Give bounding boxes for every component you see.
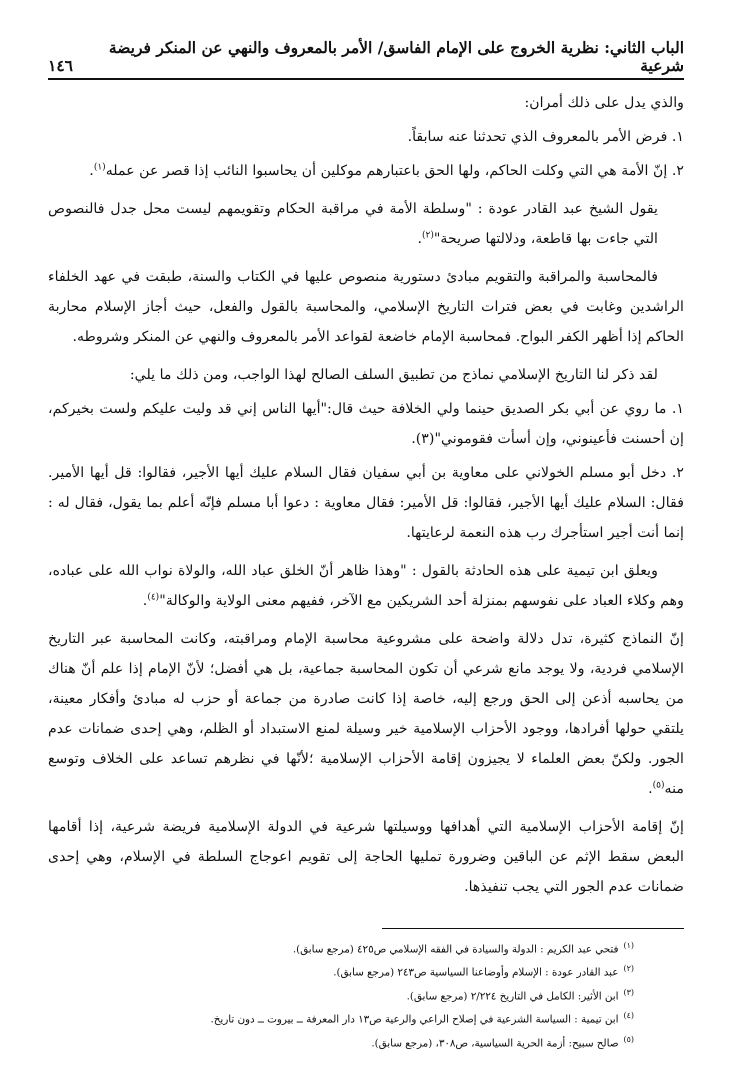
main-text (48, 88, 684, 906)
example-2: ٢. دخل أبو مسلم الخولاني على معاوية بن أبي سفيان فقال السلام عليك أيها الأجير، فقالوا: قل أيها الأمير. فقال: السلام عليك أيها الأجير، فقالوا: قل الأمير: فقال معاوية : دعوا أبا مسلم فإنّه أعلم بما يقول، فقال له : إنما أنت أجير استأجرك رب هذه النعمة لرعايتها. (48, 465, 684, 541)
footnote-text: عبد القادر عودة : الإسلام وأوضاعنا السياسية ص٢٤٣ (مرجع سابق). (333, 966, 619, 979)
footnote-text: صالح سبيح: أزمة الحرية السياسية، ص٣٠٨، (مرجع سابق). (371, 1037, 619, 1050)
footnote-number: (٣) (623, 987, 634, 997)
example-1: ١. ما روي عن أبي بكر الصديق حينما ولي الخلافة حيث قال:"أيها الناس إني قد وليت عليكم ولست بخيركم، إن أحسنت فأعينوني، وإن أسأت فقوموني"(٣). (48, 401, 684, 447)
accountability-paragraph: فالمحاسبة والمراقبة والتقويم مبادئ دستورية منصوص عليها في الكتاب والسنة، طبقت في عهد الخلفاء الراشدين وغابت في بعض فترات التاريخ الإسلامي، والمحاسبة بالقول والفعل، حيث أجاز الإسلام محاربة الحاكم إذا أظهر الكفر البواح. فمحاسبة الإمام خاضعة لقواعد الأمر بالمعروف والنهي عن المنكر وشروطه. (48, 269, 684, 345)
footnote-text: ابن تيمية : السياسة الشرعية في إصلاح الراعي والرعية ص١٣ دار المعرفة ــ بيروت ــ دون تاريخ. (210, 1013, 619, 1026)
point-2: ٢. إنّ الأمة هي التي وكلت الحاكم، ولها الحق باعتبارهم موكلين أن يحاسبوا النائب إذا قصر عن عمله$^{(١)}$. (89, 162, 684, 179)
models-paragraph: إنّ النماذج كثيرة، تدل دلالة واضحة على مشروعية محاسبة الإمام ومراقبته، وكانت المحاسبة عبر التاريخ الإسلامي فردية، ولا يوجد مانع شرعي أن تكون المحاسبة جماعية، بل هي أفضل؛ لأنّ الإمام إذا علم أنّ هناك من يحاسبه أذعن إلى الحق ورجع إليه، خاصة إذا كانت صادرة من جماعة أو حزب له مبادئ وأفكار معينة، يلتقي حولها أفرادها، ووجود الأحزاب الإسلامية خير وسيلة لمنع الاستبداد أو الظلم، وهي إحدى ضمانات عدم الجور. ولكنّ بعض العلماء لا يجيزون إقامة الأحزاب الإسلامية ؛لأنّها في نظرهم تساعد على الخلاف وتوسع منه$^{(٥)}$. (48, 631, 684, 797)
footnote-divider (382, 928, 684, 929)
footnote-text: ابن الأثير: الكامل في التاريخ ٢/٢٢٤ (مرجع سابق). (406, 990, 619, 1003)
footnote-4 (48, 1006, 684, 1029)
ibn-taymiyya-paragraph: ويعلق ابن تيمية على هذه الحادثة بالقول : "وهذا ظاهر أنّ الخلق عباد الله، والولاة نواب الله على عباده، وهم وكلاء العباد على نفوسهم بمنزلة أحد الشريكين مع الآخر، ففيهم معنى الولاية والوكالة"$^{(٤)}$. (48, 563, 684, 609)
examples-intro: لقد ذكر لنا التاريخ الإسلامي نماذج من تطبيق السلف الصالح لهذا الواجب، ومن ذلك ما يلي: (129, 367, 658, 383)
footnote-ref-5: (٥) (652, 780, 665, 791)
odeh-quote: يقول الشيخ عبد القادر عودة : "وسلطة الأمة في مراقبة الحكام وتقويمهم ليست محل جدل فالنصوص التي جاءت بها قاطعة، ودلالتها صريحة"$^{(٢)}$. (48, 201, 658, 247)
ibn-taymiyya-text: ويعلق ابن تيمية على هذه الحادثة بالقول : "وهذا ظاهر أنّ الخلق عباد الله، والولاة نواب الله على عباده، وهم وكلاء العباد على نفوسهم بمنزلة أحد الشريكين مع الآخر، ففيهم معنى الولاية والوكالة" (48, 563, 684, 609)
footnote-text: فتحي عبد الكريم : الدولة والسيادة في الفقه الإسلامي ص٤٢٥ (مرجع سابق). (292, 943, 619, 956)
footnote-number: (٥) (623, 1034, 634, 1044)
footnote-ref-1: (١) (93, 162, 106, 173)
footnote-ref-4: (٤) (147, 592, 160, 603)
models-text: إنّ النماذج كثيرة، تدل دلالة واضحة على مشروعية محاسبة الإمام ومراقبته، وكانت المحاسبة عبر التاريخ الإسلامي فردية، ولا يوجد مانع شرعي أن تكون المحاسبة جماعية، بل هي أفضل؛ لأنّ الإمام إذا علم أنّ هناك من يحاسبه أذعن إلى الحق ورجع إليه، خاصة إذا كانت صادرة من جماعة أو حزب له مبادئ وأفكار معينة، يلتقي حولها أفرادها، ووجود الأحزاب الإسلامية خير وسيلة لمنع الاستبداد أو الظلم، وهي إحدى ضمانات عدم الجور. ولكنّ بعض العلماء لا يجيزون إقامة الأحزاب الإسلامية ؛لأنّها في نظرهم تساعد على الخلاف وتوسع منه (48, 631, 684, 797)
header-divider (48, 78, 684, 80)
footnote-3 (48, 983, 684, 1006)
footnotes (48, 936, 684, 1053)
running-header (48, 37, 684, 76)
parties-paragraph: إنّ إقامة الأحزاب الإسلامية التي أهدافها ووسيلتها شرعية في الدولة الإسلامية فريضة شرعية، إذا أقامها البعض سقط الإثم عن الباقين وضرورة تمليها الحاجة إلى تقويم اعوجاج السلطة في الإسلام، وهي إحدى ضمانات عدم الجور التي يجب تنفيذها. (48, 819, 684, 895)
footnote-number: (٤) (623, 1011, 634, 1021)
footnote-number: (٢) (623, 964, 634, 974)
footnote-5 (48, 1030, 684, 1053)
running-title: الباب الثاني: نظرية الخروج على الإمام الفاسق/ الأمر بالمعروف والنهي عن المنكر فريضة شرعية (108, 37, 684, 76)
odeh-quote-text: يقول الشيخ عبد القادر عودة : "وسلطة الأمة في مراقبة الحكام وتقويمهم ليست محل جدل فالنصوص التي جاءت بها قاطعة، ودلالتها صريحة" (48, 201, 658, 247)
intro-line: والذي يدل على ذلك أمران: (524, 95, 684, 111)
footnote-2 (48, 959, 684, 982)
point-1: ١. فرض الأمر بالمعروف الذي تحدثنا عنه سابقاً. (407, 129, 684, 145)
point-2-text: ٢. إنّ الأمة هي التي وكلت الحاكم، ولها الحق باعتبارهم موكلين أن يحاسبوا النائب إذا قصر عن عمله (105, 163, 684, 179)
footnote-number: (١) (623, 941, 634, 950)
footnote-1 (48, 936, 684, 959)
footnote-ref-2: (٢) (422, 230, 434, 241)
page-number: ١٤٦ (48, 56, 73, 76)
